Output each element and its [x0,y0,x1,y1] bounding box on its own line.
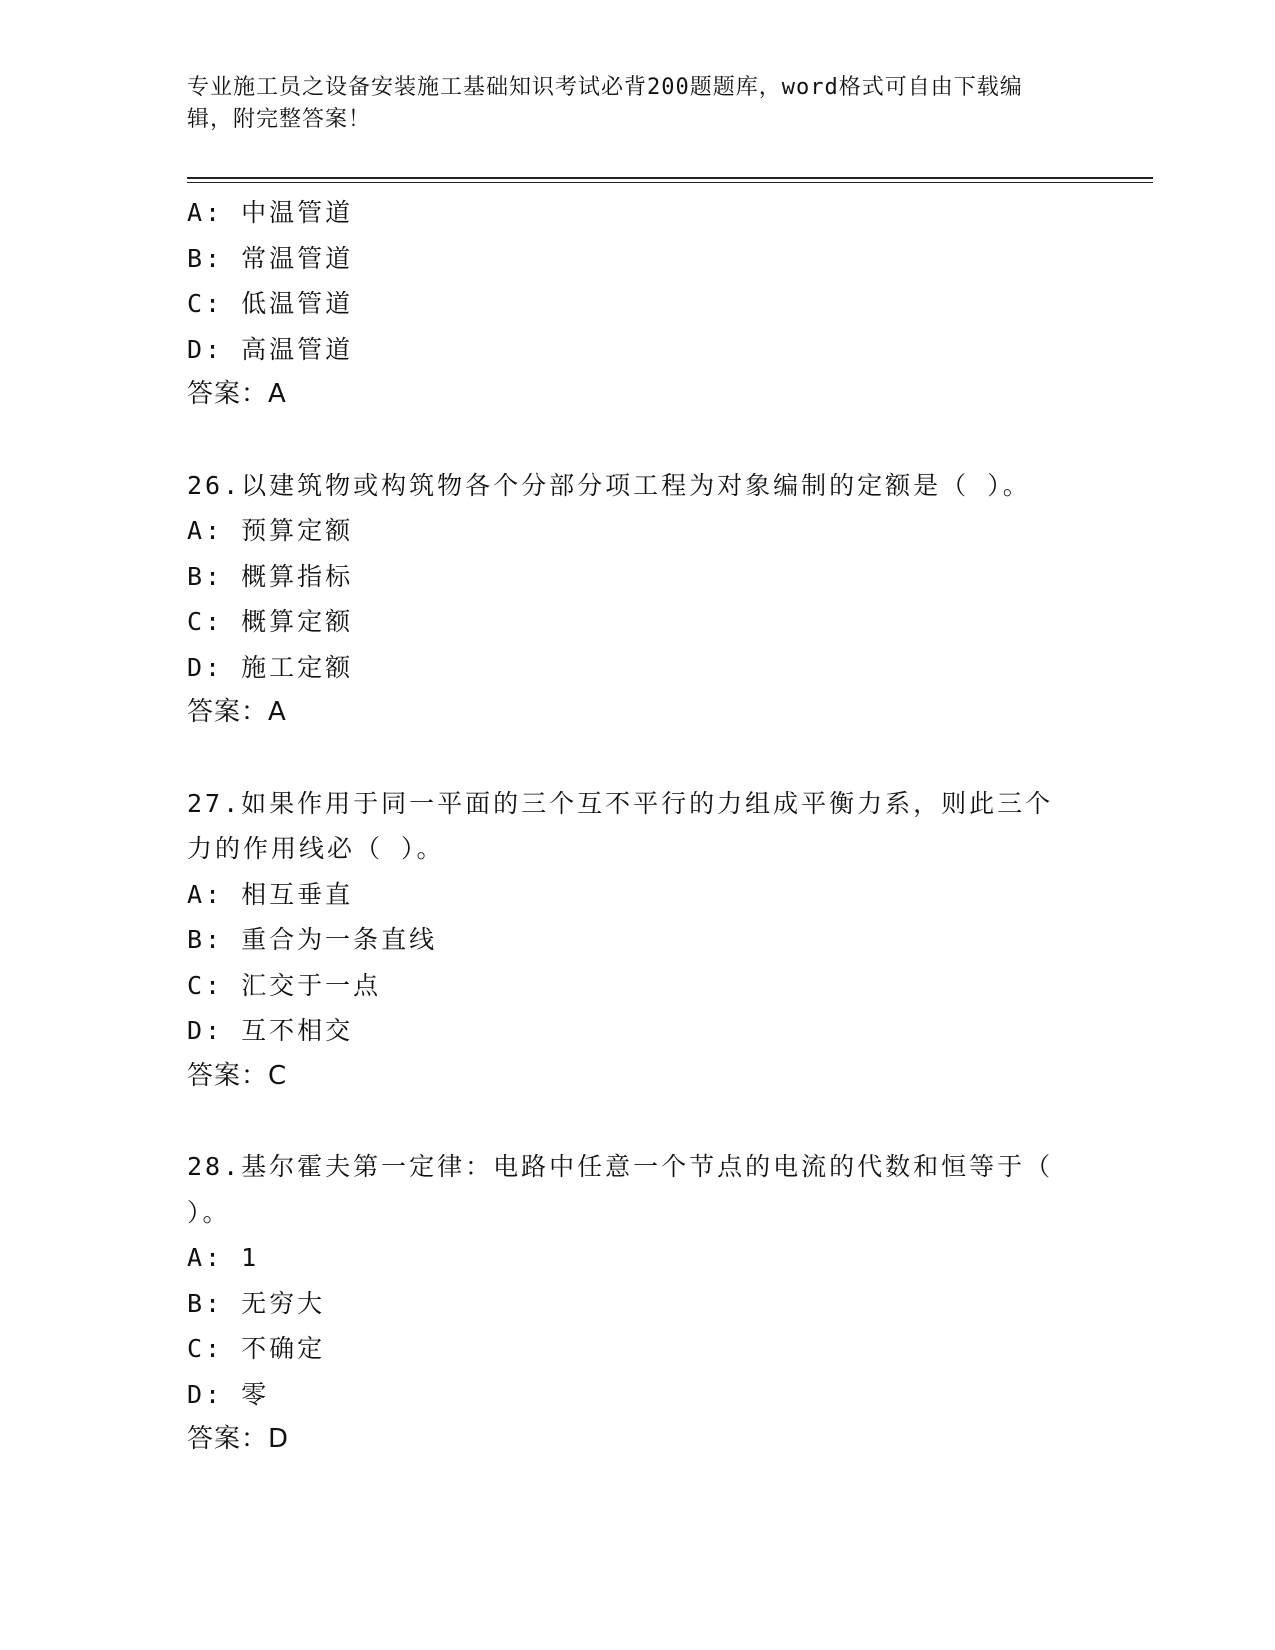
option-c: C: 低温管道 [187,289,354,318]
question-text: 27.如果作用于同一平面的三个互不平行的力组成平衡力系，则此三个力的作用线必（ ）。 [187,788,1054,863]
option-a: A: 中温管道 [187,198,354,227]
question-text: 26.以建筑物或构筑物各个分部分项工程为对象编制的定额是（ ）。 [187,470,1031,500]
question-text: 28.基尔霍夫第一定律：电路中任意一个节点的电流的代数和恒等于（ ）。 [187,1152,1054,1227]
answer-line: 答案：D [187,1424,290,1454]
question-block-28 [187,1144,1087,1463]
option-d: D: 高温管道 [187,334,354,364]
answer-line: 答案：C [187,1060,288,1091]
option-c: C: 不确定 [187,1334,326,1363]
document-header: 专业施工员之设备安装施工基础知识考试必背200题题库，word格式可自由下载编辑，附完整答案！ [187,75,1023,132]
header-divider-thin [187,182,1153,183]
answer-line: 答案：A [187,379,287,409]
option-a: A: 相互垂直 [187,879,354,909]
header-divider-thick [187,177,1153,179]
option-c: C: 概算定额 [187,607,354,636]
question-block-27 [187,781,1087,1100]
option-d: D: 零 [187,1379,270,1409]
option-d: D: 施工定额 [187,652,354,682]
option-a: A: 预算定额 [187,516,354,545]
answer-line: 答案：A [187,697,287,727]
option-d: D: 互不相交 [187,1016,354,1045]
question-block-previous [187,190,1087,418]
question-block-26 [187,463,1087,736]
option-a: A: 1 [187,1243,260,1272]
option-c: C: 汇交于一点 [187,970,382,1000]
option-b: B: 概算指标 [187,561,354,591]
option-b: B: 重合为一条直线 [187,925,438,954]
option-b: B: 常温管道 [187,243,354,273]
question-list [187,190,1087,1463]
option-b: B: 无穷大 [187,1288,326,1318]
